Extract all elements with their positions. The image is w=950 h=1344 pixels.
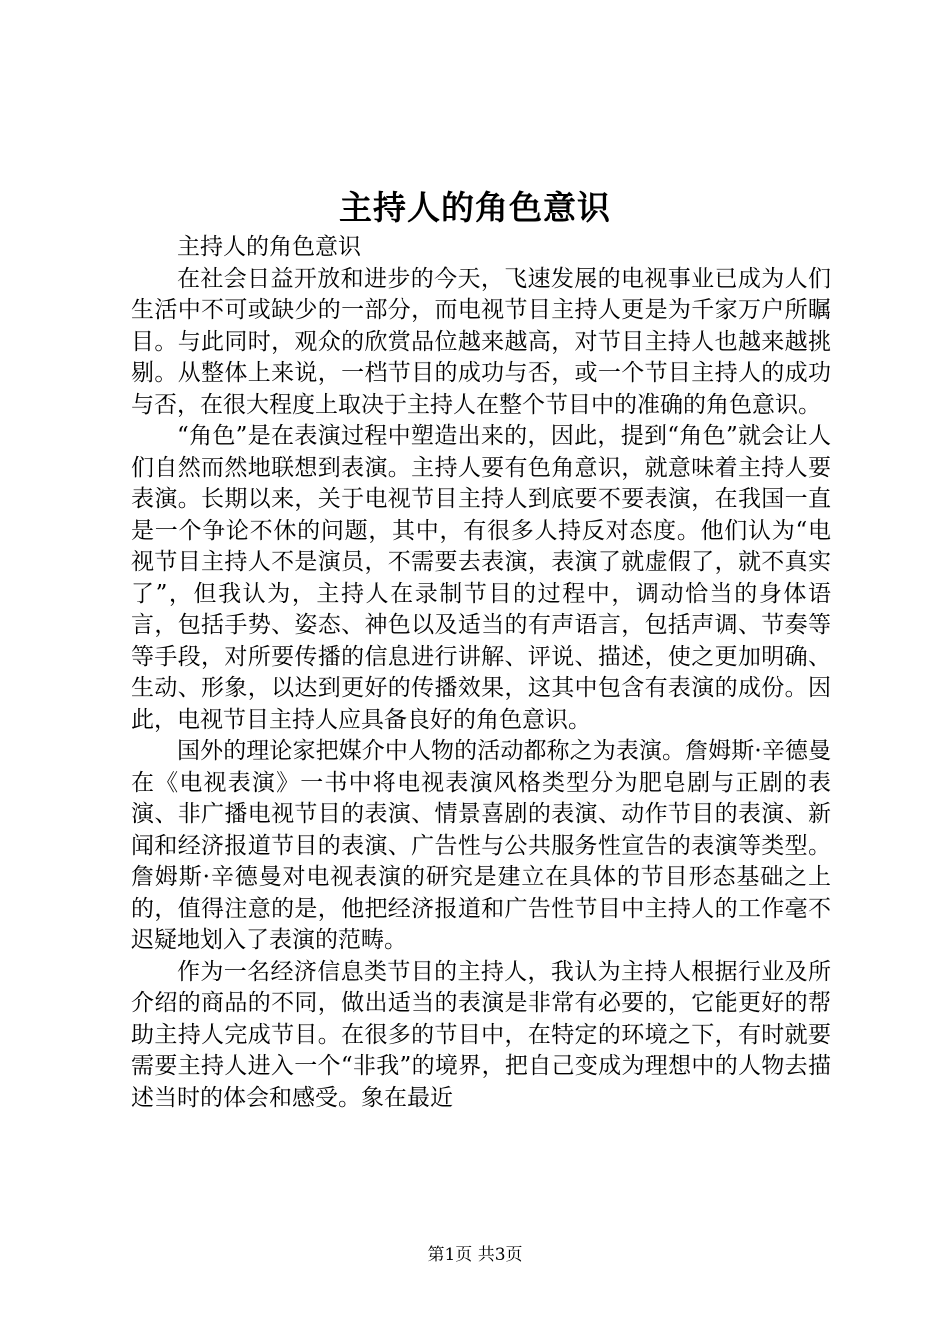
paragraph-4: 作为一名经济信息类节目的主持人，我认为主持人根据行业及所介绍的商品的不同，做出适当的表演是非常有必要的，它能更好的帮助主持人完成节目。在很多的节目中，在特定的环境之下，有时就要需要主持人进入一个“非我”的境界，把自己变成为理想中的人物去描述当时的体会和感受。象在最近 bbox=[131, 958, 831, 1111]
paragraph-2: “角色”是在表演过程中塑造出来的，因此，提到“角色”就会让人们自然而然地联想到表演。主持人要有色角意识，就意味着主持人要表演。长期以来，关于电视节目主持人到底要不要表演，在我国一直是一个争论不休的问题，其中，有很多人持反对态度。他们认为“电视节目主持人不是演员，不需要去表演，表演了就虚假了，就不真实了”，但我认为，主持人在录制节目的过程中，调动恰当的身体语言，包括手势、姿态、神色以及适当的有声语言，包括声调、节奏等等手段，对所要传播的信息进行讲解、评说、描述，使之更加明确、生动、形象，以达到更好的传播效果，这其中包含有表演的成份。因此，电视节目主持人应具备良好的角色意识。 bbox=[131, 423, 831, 733]
document-subtitle: 主持人的角色意识 bbox=[177, 234, 361, 260]
paragraph-1: 在社会日益开放和进步的今天，飞速发展的电视事业已成为人们生活中不可或缺少的一部分，而电视节目主持人更是为千家万户所瞩目。与此同时，观众的欣赏品位越来越高，对节目主持人也越来越挑剔。从整体上来说，一档节目的成功与否，或一个节目主持人的成功与否，在很大程度上取决于主持人在整个节目中的准确的角色意识。 bbox=[131, 265, 831, 418]
paragraph-3: 国外的理论家把媒介中人物的活动都称之为表演。詹姆斯·辛德曼在《电视表演》一书中将电视表演风格类型分为肥皂剧与正剧的表演、非广播电视节目的表演、情景喜剧的表演、动作节目的表演、新闻和经济报道节目的表演、广告性与公共服务性宣告的表演等类型。詹姆斯·辛德曼对电视表演的研究是建立在具体的节目形态基础之上的，值得注意的是，他把经济报道和广告性节目中主持人的工作毫不迟疑地划入了表演的范畴。 bbox=[131, 738, 831, 953]
document-body bbox=[131, 232, 831, 1114]
page-footer: 第1页 共3页 bbox=[427, 1245, 523, 1265]
document-title: 主持人的角色意识 bbox=[339, 188, 611, 227]
